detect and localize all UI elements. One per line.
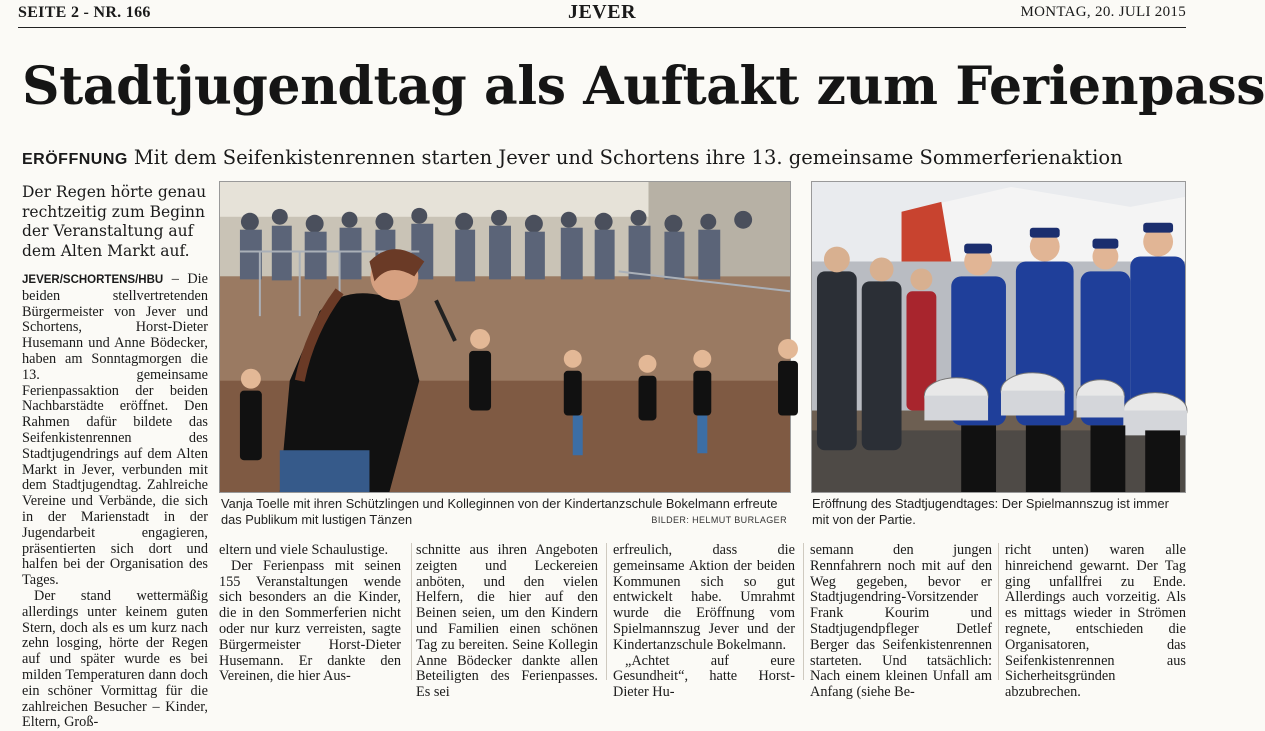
issue-date: MONTAG, 20. JULI 2015: [1020, 4, 1186, 20]
lead-paragraph: Der Regen hörte genau rechtzeitig zum Beginn der Veranstaltung auf dem Alten Markt auf.: [22, 183, 207, 260]
photo-credit: BILDER: HELMUT BURLAGER: [651, 515, 787, 525]
article-column-1: [22, 272, 208, 731]
subheadline: [22, 146, 1123, 169]
column-divider: [803, 543, 804, 680]
article-text: schnitte aus ihren Angeboten zeigten und Leckereien anböten, und den vielen Helfern, die hier auf den Beinen seien, um den Kindern und Familien einen schönen Tag zu bereiten. Seine Kollegin Anne Bödecker dankte allen Beteiligten des Ferienpasses. Es sei: [416, 542, 598, 701]
dateline: JEVER/SCHORTENS/HBU: [22, 274, 164, 286]
article-text: richt unten) waren alle hinreichend gewarnt. Der Tag ging unfallfrei zu Ende. Allerdings auch vorzeitig. Als es mittags wieder in Strömen regnete, entschieden die Organisatoren, das Seifenkistenrennen aus Sicherheitsgründen abzubrechen.: [1005, 542, 1186, 701]
page-number: SEITE 2 - NR. 166: [18, 4, 151, 21]
column-divider: [411, 543, 412, 680]
article-column-5: [810, 543, 992, 701]
article-text: semann den jungen Rennfahrern noch mit auf den Weg gegeben, bevor er Stadtjugendring-Vorsitzender Frank Kourim und Stadtjugendpfleger Detlef Berger das Seifenkistenrennen starteten. Und tatsächlich: Nach einem kleinen Unfall am Anfang (siehe Be-: [810, 542, 992, 701]
photo-dance-group: [219, 181, 791, 493]
article-text: Der Ferienpass mit seinen 155 Veranstaltungen wende sich besonders an die Kinder, die in den Sommerferien nicht oder nur kurz verreisten, sagte Bürgermeister Horst-Dieter Husemann. Er dankte den Vereinen, die hier Aus-: [219, 557, 401, 685]
article-column-2: [219, 543, 401, 685]
photo-marching-band-illustration: [812, 182, 1185, 492]
header-rule: [18, 27, 1186, 28]
article-text: eltern und viele Schaulustige.: [219, 542, 389, 558]
kicker: ERÖFFNUNG: [22, 151, 128, 168]
photo-caption-1: Vanja Toelle mit ihren Schützlingen und Kolleginnen von der Kindertanzschule Bokelmann erfreute das Publikum mit lustigen Tänzen: [221, 496, 778, 527]
photo-caption-2: Eröffnung des Stadtjugendtages: Der Spielmannszug ist immer mit von der Partie.: [812, 496, 1169, 527]
column-divider: [606, 543, 607, 680]
photo-dance-group-illustration: [220, 182, 790, 492]
column-divider: [998, 543, 999, 680]
article-column-6: [1005, 543, 1186, 701]
article-column-3: [416, 543, 598, 701]
photo-marching-band: [811, 181, 1186, 493]
article-text: erfreulich, dass die gemeinsame Aktion der beiden Kommunen sich so gut entwickelt habe. Umrahmt wurde die Eröffnung vom Spielmannszug Jever und der Kindertanzschule Bokelmann.: [613, 542, 795, 653]
article-text: Der stand wettermäßig allerdings unter keinem guten Stern, doch als es um kurz nach zehn losging, hörte der Regen auf und später wurde es bei milden Temperaturen dann doch ein schöner Vormittag für die zahlreichen Besucher – Kinder, Eltern, Groß-: [22, 587, 208, 731]
article-text: „Achtet auf eure Gesundheit“, hatte Horst-Dieter Hu-: [613, 652, 795, 701]
article-column-4: [613, 543, 795, 701]
section-name: JEVER: [567, 1, 637, 23]
article-text: – Die beiden stellvertretenden Bürgermeister von Jever und Schortens, Horst-Dieter Husemann und Anne Bödecker, haben am Sonntagmorgen die 13. gemeinsame Ferienpassaktion der beiden Nachbarstädte eröffnet. Den Rahmen dafür bildete das Seifenkistenrennen des Stadtjugendrings auf dem Alten Markt in Jever, verbunden mit dem Stadtjugendtag. Zahlreiche Vereine und Verbände, die sich in der Marienstadt in der Jugendarbeit engagieren, präsentierten sich dort und halfen bei der Organisation des Tages.: [22, 271, 208, 589]
subheadline-text: Mit dem Seifenkistenrennen starten Jever und Schortens ihre 13. gemeinsame Sommerferienaktion: [133, 146, 1123, 169]
headline: Stadtjugendtag als Auftakt zum Ferienpass: [22, 56, 1265, 117]
